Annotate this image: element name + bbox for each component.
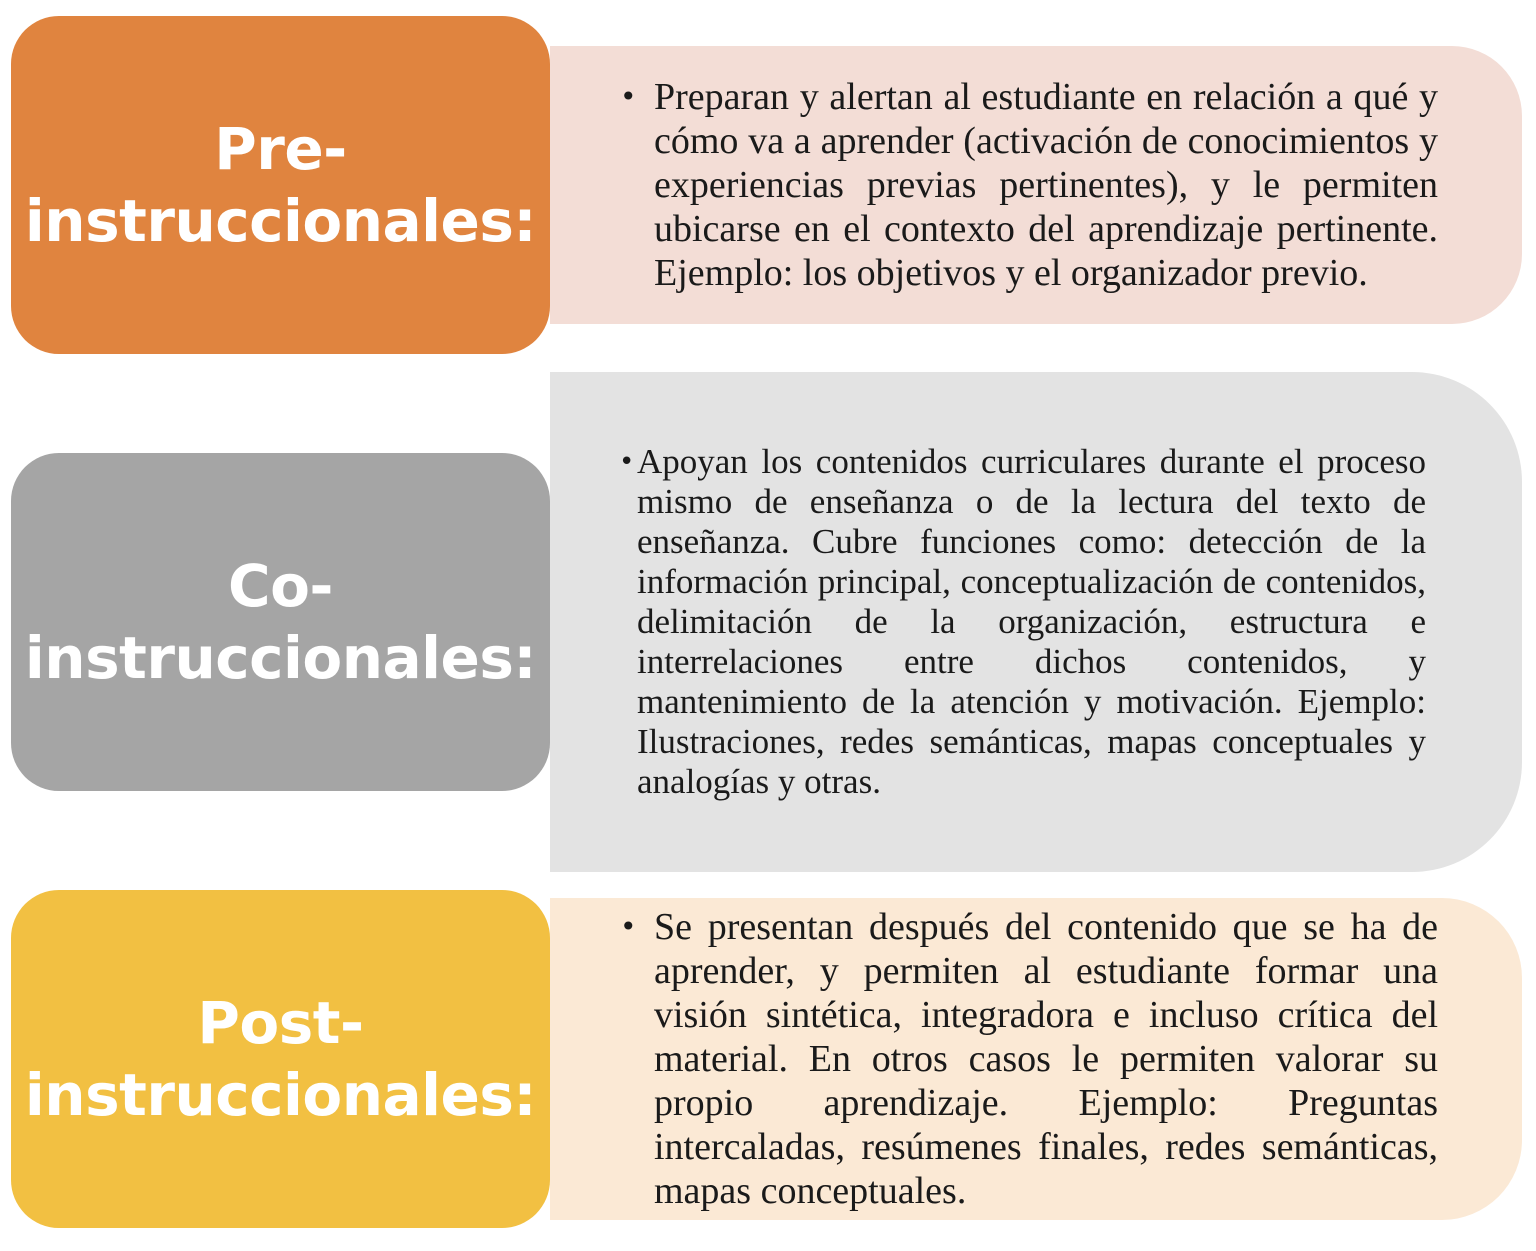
co-instructional-label-line2: instruccionales: (24, 624, 537, 692)
pre-instructional-label-line2: instruccionales: (24, 187, 537, 255)
bullet-icon: • (619, 447, 635, 477)
bullet-icon: • (620, 910, 637, 943)
post-instructional-label-box (11, 890, 550, 1228)
co-instructional-description: Apoyan los contenidos curriculares durante el proceso mismo de enseñanza o de la lectura del texto de enseñanza. Cubre funciones como: detección de la información principal, conceptualización de contenidos, delimitación de la organización, estructura e interrelaciones entre dichos contenidos, y mantenimiento de la atención y motivación. Ejemplo: Ilustraciones, redes semánticas, mapas conceptuales y analogías y otras. (637, 442, 1426, 801)
post-instructional-description: Se presentan después del contenido que se ha de aprender, y permiten al estudiante formar una visión sintética, integradora e incluso crítica del material. En otros casos le permiten valorar su propio aprendizaje. Ejemplo: Preguntas intercaladas, resúmenes finales, redes semánticas, mapas conceptuales. (654, 906, 1438, 1212)
pre-instructional-description-box (550, 46, 1522, 324)
co-instructional-label-box (11, 453, 550, 791)
co-instructional-description-box (550, 372, 1522, 872)
bullet-icon: • (620, 80, 637, 113)
post-instructional-label-line2: instruccionales: (24, 1061, 537, 1129)
post-instructional-label-line1: Post- (197, 989, 364, 1057)
co-instructional-label-line1: Co- (228, 552, 333, 620)
pre-instructional-label-line1: Pre- (214, 115, 347, 183)
pre-instructional-description: Preparan y alertan al estudiante en relación a qué y cómo va a aprender (activación de conocimientos y experiencias previas pertinentes), y le permiten ubicarse en el contexto del aprendizaje pertinente. Ejemplo: los objetivos y el organizador previo. (654, 76, 1438, 294)
post-instructional-description-box (550, 898, 1522, 1220)
pre-instructional-label-box (11, 16, 550, 354)
